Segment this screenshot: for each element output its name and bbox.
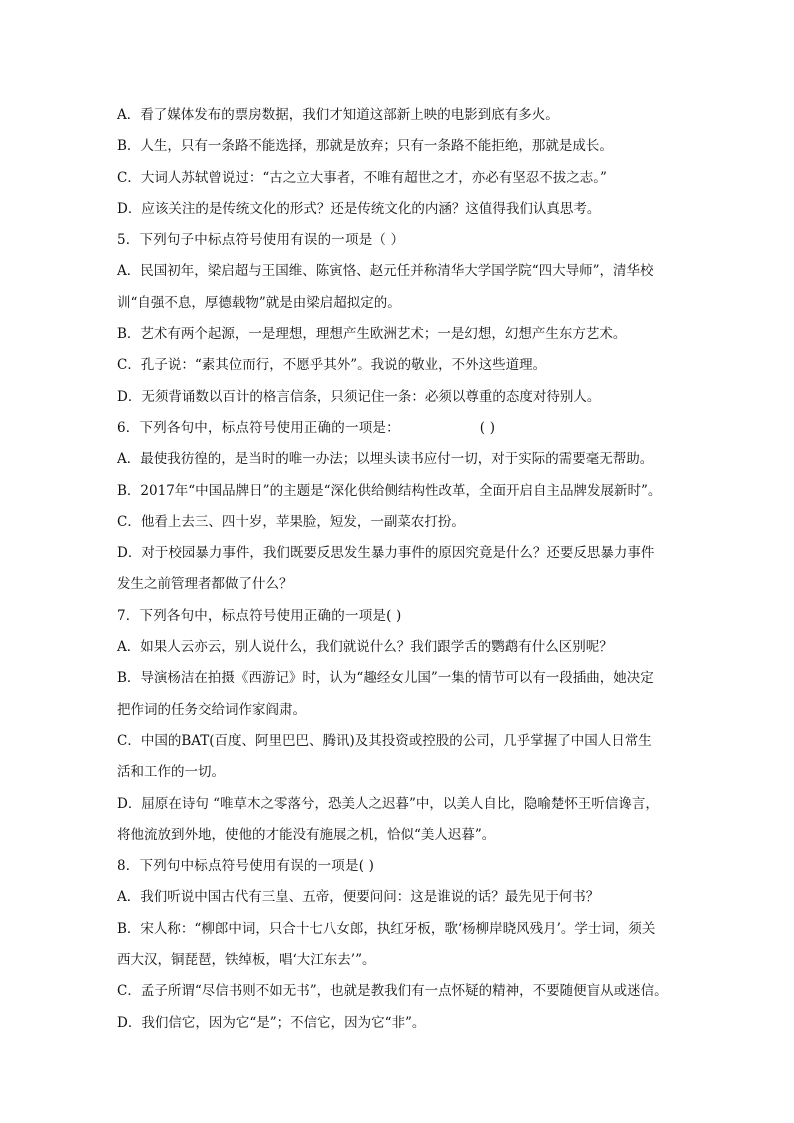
- option-line: C．孔子说：“素其位而行，不愿乎其外”。我说的敬业，不外这些道理。: [117, 357, 547, 374]
- option-line: 训“自强不息，厚德载物”就是由梁启超拟定的。: [117, 294, 401, 311]
- option-line: B．艺术有两个起源，一是理想，理想产生欧洲艺术；一是幻想，幻想产生东方艺术。: [117, 326, 627, 343]
- option-line: D．应该关注的是传统文化的形式？还是传统文化的内涵？这值得我们认真思考。: [117, 200, 601, 217]
- option-line: 将他流放到外地，使他的才能没有施展之机，恰似“美人迟暮”。: [117, 826, 496, 843]
- option-line: B．人生，只有一条路不能选择，那就是放弃；只有一条路不能拒绝，那就是成长。: [117, 138, 613, 155]
- question-6-stem: [117, 413, 677, 444]
- question-5-stem: 5．下列句子中标点符号使用有误的一项是（ ）: [117, 232, 405, 249]
- question-7-stem: 7．下列各句中，标点符号使用正确的一项是( ): [117, 607, 402, 624]
- option-line: B．导演杨洁在拍摄《西游记》时，认为“趣经女儿国”一集的情节可以有一段插曲，她决定: [117, 670, 654, 687]
- option-line: A．看了媒体发布的票房数据，我们才知道这部新上映的电影到底有多火。: [117, 107, 559, 123]
- option-line: A．民国初年，梁启超与王国维、陈寅恪、赵元任并称清华大学国学院“四大导师”，清华校: [117, 263, 654, 280]
- option-line: C．中国的BAT(百度、阿里巴巴、腾讯)及其投资或控股的公司，几乎掌握了中国人日常生: [117, 732, 652, 749]
- option-line: D．屈原在诗句 “唯草木之零落兮，恐美人之迟暮”中，以美人自比，隐喻楚怀王听信谗言，: [117, 795, 659, 812]
- question-8-stem: 8．下列句中标点符号使用有误的一项是( ): [117, 858, 375, 875]
- option-line: 把作词的任务交给词作家阎肃。: [117, 701, 306, 718]
- option-line: 西大汉，铜琵琶，铁绰板，唱‘大江东去’”。: [117, 952, 376, 969]
- option-line: D．无须背诵数以百计的格言信条，只须记住一条：必须以尊重的态度对待别人。: [117, 388, 601, 405]
- option-line: A．最使我彷徨的，是当时的唯一办法；以埋头读书应付一切，对于实际的需要毫无帮助。: [117, 451, 654, 468]
- question-6-bracket: ( ): [479, 419, 496, 436]
- option-line: B．宋人称：“柳郎中词，只合十七八女郎，执红牙板，歌‘杨柳岸晓风残月’。学士词，须关: [117, 920, 656, 937]
- option-line: 活和工作的一切。: [117, 764, 225, 781]
- question-6-text: 6．下列各句中，标点符号使用正确的一项是：: [117, 419, 400, 436]
- option-line: A．我们听说中国古代有三皇、五帝，便要问问：这是谁说的话？最先见于何书？: [117, 889, 600, 906]
- option-line: B．2017年“中国品牌日”的主题是“深化供给侧结构性改革，全面开启自主品牌发展新时”。: [117, 482, 662, 499]
- option-line: C．他看上去三、四十岁，苹果脸，短发，一副菜农打扮。: [117, 513, 465, 530]
- option-line: A．如果人云亦云，别人说什么，我们就说什么？我们跟学舌的鹦鹉有什么区别呢？: [117, 639, 613, 656]
- question-content: [117, 100, 677, 1039]
- option-line: 发生之前管理者都做了什么？: [117, 576, 293, 593]
- option-line: C．大词人苏轼曾说过：“古之立大事者，不唯有超世之才，亦必有坚忍不拔之志。”: [117, 169, 607, 186]
- option-line: D．对于校园暴力事件，我们既要反思发生暴力事件的原因究竟是什么？还要反思暴力事件: [117, 545, 655, 562]
- option-line: D．我们信它，因为它“是”；不信它，因为它“非”。: [117, 1014, 426, 1031]
- option-line: C．孟子所谓“尽信书则不如无书”，也就是教我们有一点怀疑的精神，不要随便盲从或迷信。: [117, 983, 668, 1000]
